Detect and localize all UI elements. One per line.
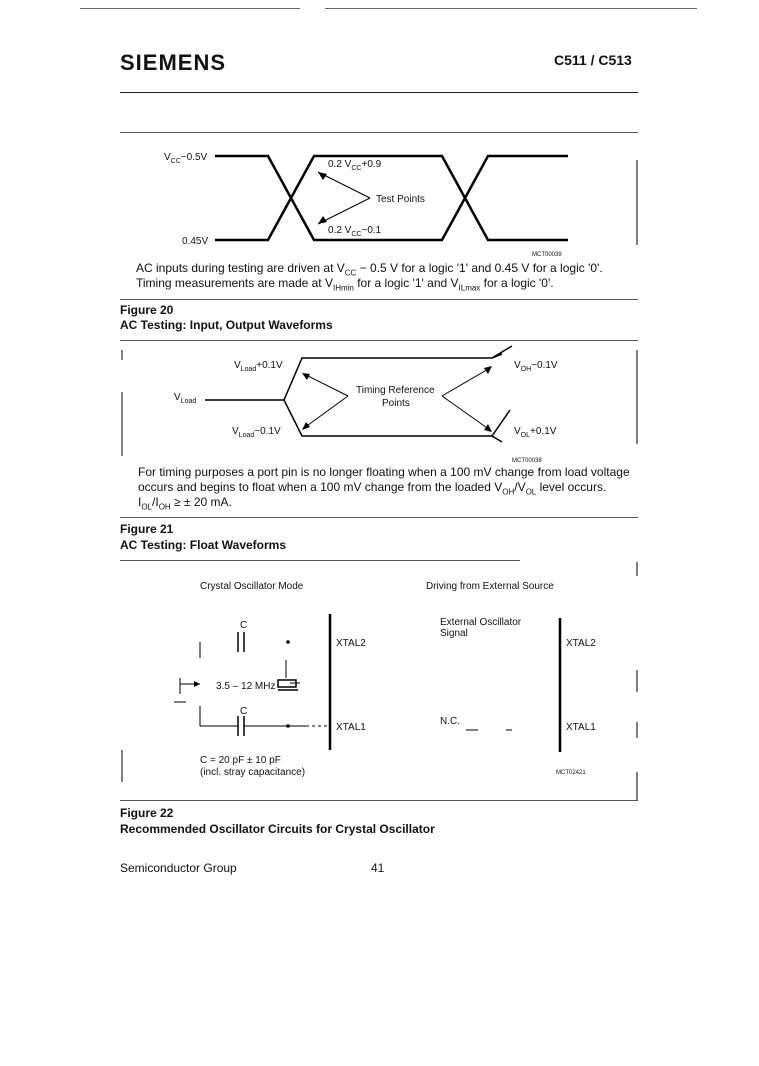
figure20-text-line1: AC inputs during testing are driven at $V_{CC} - 0.5$ V for a logic '1' and 0.45 V for a logic '0'.: [136, 261, 603, 278]
figure21-caption-title: AC Testing: Float Waveforms: [120, 538, 287, 552]
figure21-diagram: [120, 344, 640, 466]
page-number: 41: [371, 861, 385, 875]
figure22-caption-number: Figure 22: [120, 806, 174, 820]
figure20-bottom-rule: [120, 299, 638, 300]
cap-bottom-label: C: [240, 706, 248, 717]
figure21-caption-number: Figure 21: [120, 522, 174, 536]
crystal-frequency-label: 3.5 – 12 MHz: [216, 681, 276, 692]
footer-group: Semiconductor Group: [120, 861, 237, 875]
ext-osc-label-line1: External Oscillator: [440, 617, 522, 628]
right-xtal2-label: XTAL2: [566, 638, 596, 649]
figure21-bottom-rule: [120, 517, 638, 518]
vload-low-label: $V_{Load}-0.1V$: [232, 426, 281, 439]
vol-label: $V_{OL}+0.1V$: [514, 426, 557, 439]
figure20-caption-number: Figure 20: [120, 303, 174, 317]
figure20-top-rule: [120, 132, 638, 133]
float-waveform: [205, 354, 502, 400]
figure21-text-line2: occurs and begins to float when a 100 mV change from the loaded $V_{OH}/V_{OL}$ level occurs.: [138, 480, 607, 497]
right-xtal1-label: XTAL1: [566, 722, 596, 733]
figure20-text-line2: Timing measurements are made at $V_{IHmin}$ for a logic '1' and $V_{ILmax}$ for a logic '0'.: [136, 276, 554, 293]
header-rule: [120, 92, 638, 93]
figure20-diagram: [120, 140, 640, 262]
figure21-top-rule: [120, 340, 638, 341]
top-scan-line-right: [325, 8, 697, 9]
figure21-text-line3: $I_{OL}/I_{OH}$ ≥ ± 20 mA.: [138, 495, 232, 512]
test-point-low-label: 0.2 $V_{CC}-0.1$: [328, 225, 382, 238]
figure22-diagram: [120, 562, 640, 802]
figure20-code: MCT00039: [532, 252, 562, 258]
figure22-bottom-rule: [120, 800, 638, 801]
figure21-text-line1: For timing purposes a port pin is no longer floating when a 100 mV change from load voltage: [138, 465, 630, 479]
left-xtal1-label: XTAL1: [336, 722, 366, 733]
test-points-label: Test Points: [376, 194, 425, 205]
ext-osc-label-line2: Signal: [440, 628, 468, 639]
left-xtal2-label: XTAL2: [336, 638, 366, 649]
crystal-mode-title: Crystal Oscillator Mode: [200, 581, 304, 592]
low-level-label: 0.45V: [182, 236, 209, 247]
external-source-title: Driving from External Source: [426, 581, 554, 592]
part-number: C511 / C513: [554, 52, 632, 68]
figure21-code: MCT00038: [512, 458, 542, 464]
voh-label: $V_{OH}-0.1V$: [514, 360, 558, 373]
figure20-caption-title: AC Testing: Input, Output Waveforms: [120, 318, 333, 332]
brand-logo: SIEMENS: [120, 50, 227, 75]
nc-label: N.C.: [440, 716, 460, 727]
cap-top-label: C: [240, 620, 248, 631]
test-point-high-label: 0.2 $V_{CC}+0.9$: [328, 159, 382, 172]
figure22-code: MCT02421: [556, 770, 586, 776]
cap-stray-note: (incl. stray capacitance): [200, 767, 306, 778]
figure22-top-rule: [120, 560, 520, 561]
vload-high-label: $V_{Load}+0.1V$: [234, 360, 283, 373]
timing-reference-points-label: Points: [382, 398, 410, 409]
figure22-caption-title: Recommended Oscillator Circuits for Crystal Oscillator: [120, 822, 435, 836]
top-scan-line: [80, 8, 300, 9]
vcc-label: $V_{CC}-0.5V$: [164, 152, 208, 165]
cap-value-note: C = 20 pF ± 10 pF: [200, 755, 281, 766]
vload-label: $V_{Load}$: [174, 392, 197, 405]
timing-reference-label: Timing Reference: [356, 385, 435, 396]
